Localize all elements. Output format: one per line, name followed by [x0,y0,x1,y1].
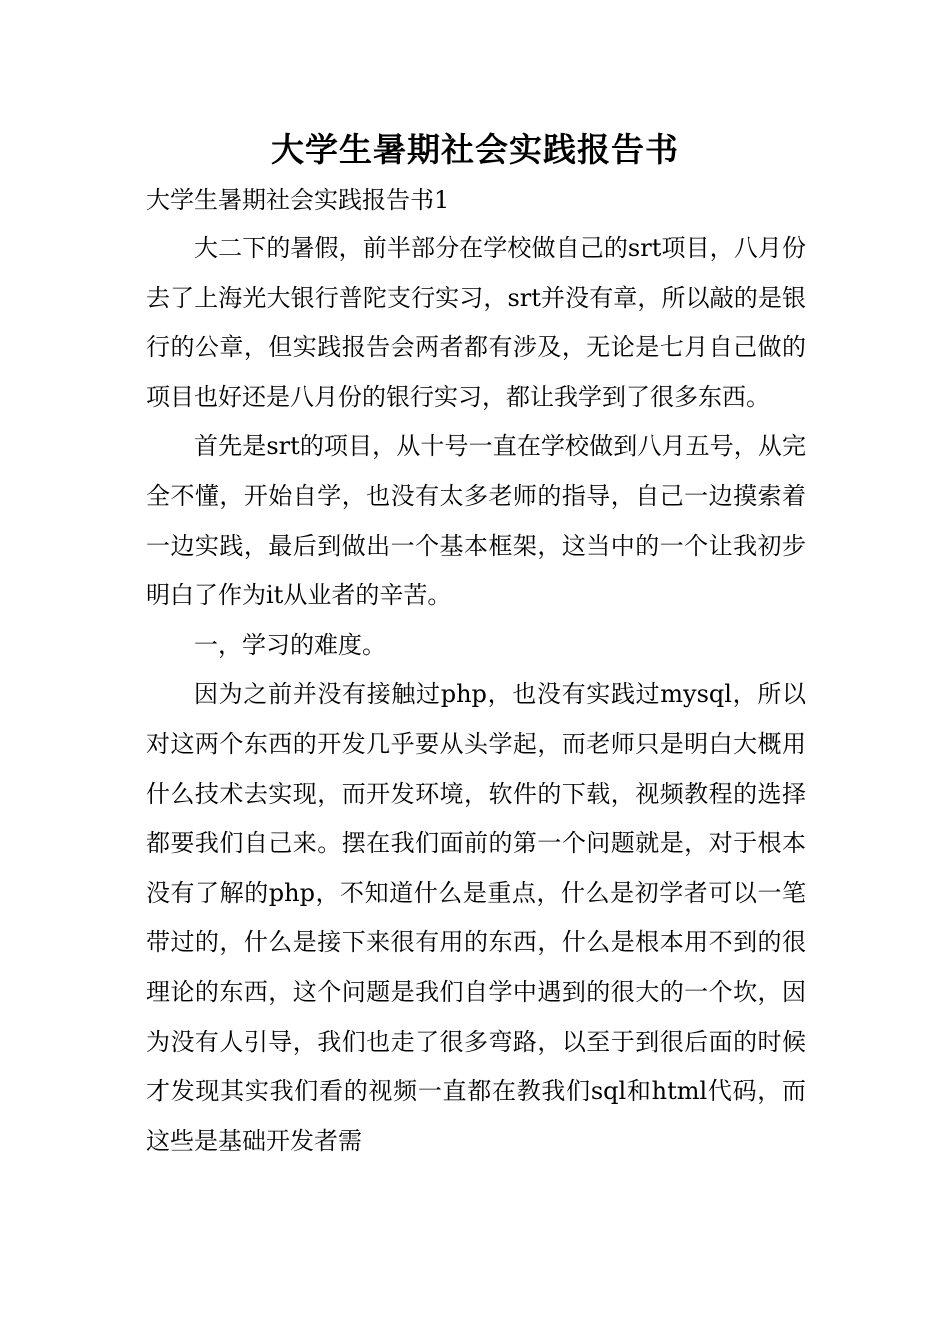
document-subtitle: 大学生暑期社会实践报告书1 [146,186,450,214]
paragraph-learning-difficulty: 因为之前并没有接触过php，也没有实践过mysql，所以对这两个东西的开发几乎要从头学起，而老师只是明白大概用什么技术去实现，而开发环境，软件的下载，视频教程的选择都要我们自己来。摆在我们面前的第一个问题就是，对于根本没有了解的php，不知道什么是重点，什么是初学者可以一笔带过的，什么是接下来很有用的东西，什么是根本用不到的很理论的东西，这个问题是我们自学中遇到的很大的一个坎，因为没有人引导，我们也走了很多弯路，以至于到很后面的时候才发现其实我们看的视频一直都在教我们sql和html代码，而这些是基础开发者需 [146,680,806,1155]
paragraph-srt-project: 首先是srt的项目，从十号一直在学校做到八月五号，从完全不懂，开始自学，也没有太多老师的指导，自己一边摸索着一边实践，最后到做出一个基本框架，这当中的一个让我初步明白了作为it从业者的辛苦。 [146,432,806,610]
paragraph-intro: 大二下的暑假，前半部分在学校做自己的srt项目，八月份去了上海光大银行普陀支行实习，srt并没有章，所以敲的是银行的公章，但实践报告会两者都有涉及，无论是七月自己做的项目也好还是八月份的银行实习，都让我学到了很多东西。 [146,234,806,411]
document-title: 大学生暑期社会实践报告书 [271,130,679,169]
document-body [146,224,806,1166]
paragraph-section-heading: 一，学习的难度。 [194,630,386,659]
